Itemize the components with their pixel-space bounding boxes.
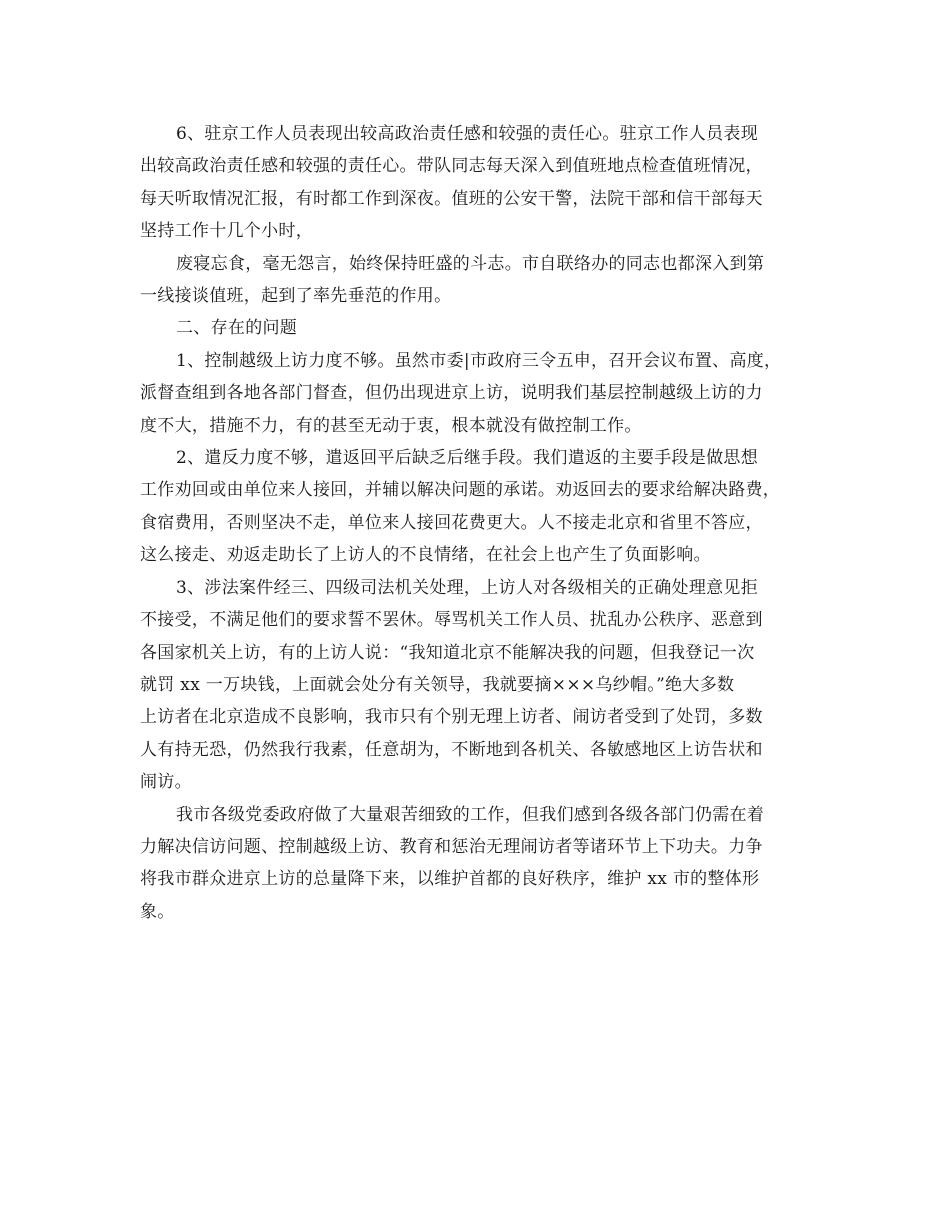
text-line: 食宿费用，否则坚决不走，单位来人接回花费更大。人不接走北京和省里不答应， [140,512,763,533]
text-line: 上访者在北京造成不良影响，我市只有个别无理上访者、闹访者受到了处罚，多数 [140,707,763,728]
text-line: 不接受，不满足他们的要求誓不罢休。辱骂机关工作人员、扰乱办公秩序、恶意到 [140,610,763,631]
text-line: 3、涉法案件经三、四级司法机关处理，上访人对各级相关的正确处理意见拒 [176,577,759,598]
document-body [140,118,816,928]
text-line: 1、控制越级上访力度不够。虽然市委|市政府三令五申，召开会议布置、高度， [176,350,782,371]
text-line: 各国家机关上访，有的上访人说：“我知道北京不能解决我的问题，但我登记一次 [140,642,755,663]
section-heading: 二、存在的问题 [176,318,298,339]
text-line: 力解决信访问题、控制越级上访、教育和惩治无理闹访者等诸环节上下功夫。力争 [140,836,763,857]
paragraph-3-legal-cases [140,572,816,799]
text-line: 出较高政治责任感和较强的责任心。带队同志每天深入到值班地点检查值班情况， [140,156,763,177]
text-line: 度不大，措施不力，有的甚至无动于衷，根本就没有做控制工作。 [140,415,642,436]
text-line: 象。 [140,901,175,922]
text-line: 废寝忘食，毫无怨言，始终保持旺盛的斗志。市自联络办的同志也都深入到第 [176,253,765,274]
paragraph-2-repatriation [140,442,816,572]
section-heading-problems [140,312,816,344]
text-line: 2、遣反力度不够，遣返回平后缺乏后继手段。我们遣返的主要手段是做思想 [176,448,759,469]
text-line: 闹访。 [140,772,192,793]
text-line: 我市各级党委政府做了大量艰苦细致的工作，但我们感到各级各部门仍需在着 [176,804,765,825]
paragraph-dedication [140,248,816,313]
text-line: 人有持无恐，仍然我行我素，任意胡为，不断地到各机关、各敏感地区上访告状和 [140,739,763,760]
paragraph-6-staff-responsibility [140,118,816,248]
text-line: 每天听取情况汇报，有时都工作到深夜。值班的公安干警，法院干部和信干部每天 [140,188,763,209]
text-line: 坚持工作十几个小时， [140,221,313,242]
text-line: 就罚 xx 一万块钱，上面就会处分有关领导，我就要摘×××乌纱帽。”绝大多数 [140,674,735,695]
text-line: 派督查组到各地各部门督查，但仍出现进京上访，说明我们基层控制越级上访的力 [140,383,763,404]
text-line: 6、驻京工作人员表现出较高政治责任感和较强的责任心。驻京工作人员表现 [176,124,759,144]
text-line: 将我市群众进京上访的总量降下来，以维护首都的良好秩序，维护 xx 市的整体形 [140,869,760,890]
text-line: 一线接谈值班，起到了率先垂范的作用。 [140,286,452,307]
text-line: 这么接走、劝返走助长了上访人的不良情绪，在社会上也产生了负面影响。 [140,545,711,566]
paragraph-conclusion [140,799,816,929]
text-line: 工作劝回或由单位来人接回，并辅以解决问题的承诺。劝返回去的要求给解决路费， [140,480,781,501]
paragraph-1-control [140,345,816,442]
